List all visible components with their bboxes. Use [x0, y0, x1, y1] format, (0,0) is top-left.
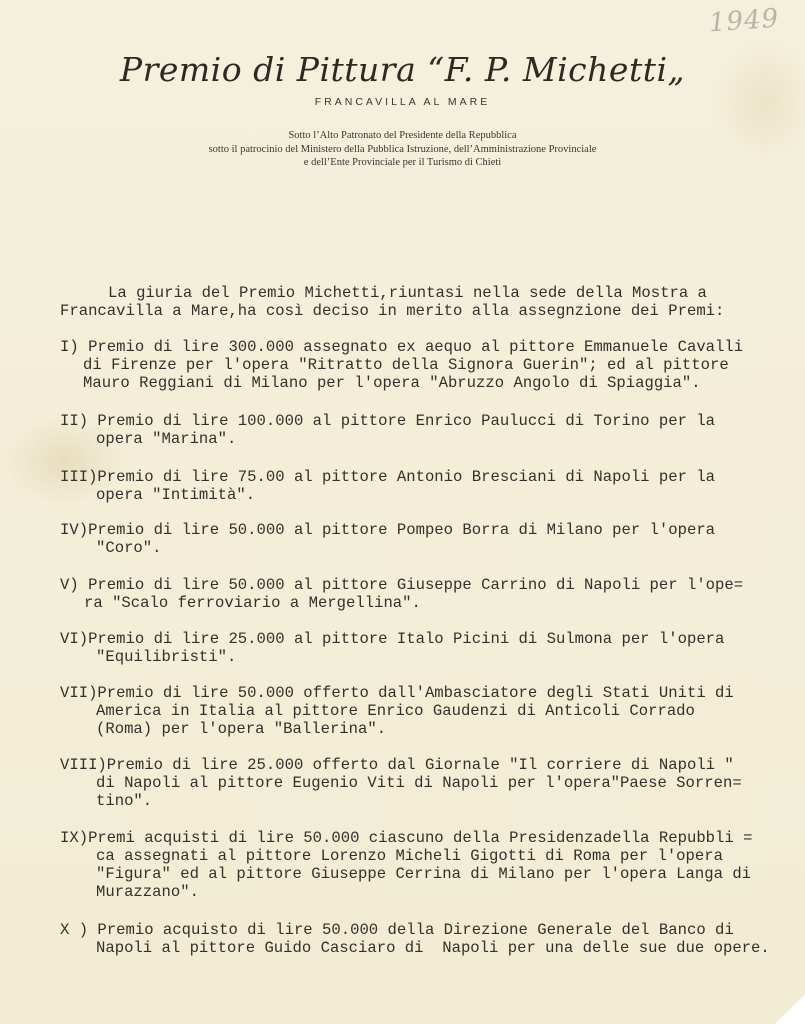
prize-line: Mauro Reggiani di Milano per l'opera "Abruzzo Angolo di Spiaggia". [83, 374, 701, 392]
letterhead-title: Premio di Pittura “F. P. Michetti„ [119, 50, 686, 89]
torn-corner [775, 994, 805, 1024]
prize-line: IV)Premio di lire 50.000 al pittore Pompeo Borra di Milano per l'opera [60, 521, 716, 539]
prize-line: V) Premio di lire 50.000 al pittore Giuseppe Carrino di Napoli per l'ope= [60, 576, 744, 594]
prize-line: VI)Premio di lire 25.000 al pittore Italo Picini di Sulmona per l'opera [60, 630, 725, 648]
intro-line: La giuria del Premio Michetti,riuntasi nella sede della Mostra a [108, 284, 707, 302]
prize-line: ca assegnati al pittore Lorenzo Micheli Gigotti di Roma per l'opera [96, 847, 723, 865]
prize-line: ra "Scalo ferroviario a Mergellina". [84, 594, 421, 612]
patronage-line: e dell’Ente Provinciale per il Turismo di Chieti [303, 157, 502, 168]
prize-line: IX)Premi acquisti di lire 50.000 ciascuno della Presidenzadella Repubbli = [60, 829, 753, 847]
prize-line: America in Italia al pittore Enrico Gaudenzi di Anticoli Corrado [96, 702, 695, 720]
patronage-block [0, 129, 805, 170]
prize-line: VII)Premio di lire 50.000 offerto dall'Ambasciatore degli Stati Uniti di [60, 684, 734, 702]
prize-line: "Figura" ed al pittore Giuseppe Cerrina di Milano per l'opera Langa di [96, 865, 752, 883]
prize-line: opera "Marina". [96, 430, 237, 448]
prize-line: Murazzano". [96, 883, 199, 901]
prize-line: di Napoli al pittore Eugenio Viti di Napoli per l'opera"Paese Sorren= [96, 774, 742, 792]
prize-line: Napoli al pittore Guido Casciaro di Napoli per una delle sue due opere. [96, 939, 770, 957]
patronage-line: sotto il patrocinio del Ministero della Pubblica Istruzione, dell’Amministrazione Provinciale [208, 143, 597, 155]
prize-line: "Equilibristi". [96, 648, 237, 666]
prize-line: opera "Intimità". [96, 486, 256, 504]
prize-line: X ) Premio acquisto di lire 50.000 della Direzione Generale del Banco di [60, 921, 734, 939]
prize-line: II) Premio di lire 100.000 al pittore Enrico Paulucci di Torino per la [60, 412, 716, 430]
patronage-line: Sotto l’Alto Patronato del Presidente della Repubblica [288, 130, 517, 141]
prize-line: I) Premio di lire 300.000 assegnato ex aequo al pittore Emmanuele Cavalli [60, 338, 744, 356]
prize-line: (Roma) per l'opera "Ballerina". [96, 720, 387, 738]
letterhead-city: FRANCAVILLA AL MARE [314, 96, 491, 108]
prize-line: tino". [96, 792, 153, 810]
prize-line: "Coro". [96, 539, 162, 557]
prize-line: di Firenze per l'opera "Ritratto della Signora Guerin"; ed al pittore [83, 356, 729, 374]
prize-line: VIII)Premio di lire 25.000 offerto dal Giornale "Il corriere di Napoli " [60, 756, 734, 774]
prize-line: III)Premio di lire 75.00 al pittore Antonio Bresciani di Napoli per la [60, 468, 716, 486]
intro-line: Francavilla a Mare,ha così deciso in merito alla assegnzione dei Premi: [60, 302, 725, 320]
handwritten-year: 1949 [707, 3, 780, 39]
